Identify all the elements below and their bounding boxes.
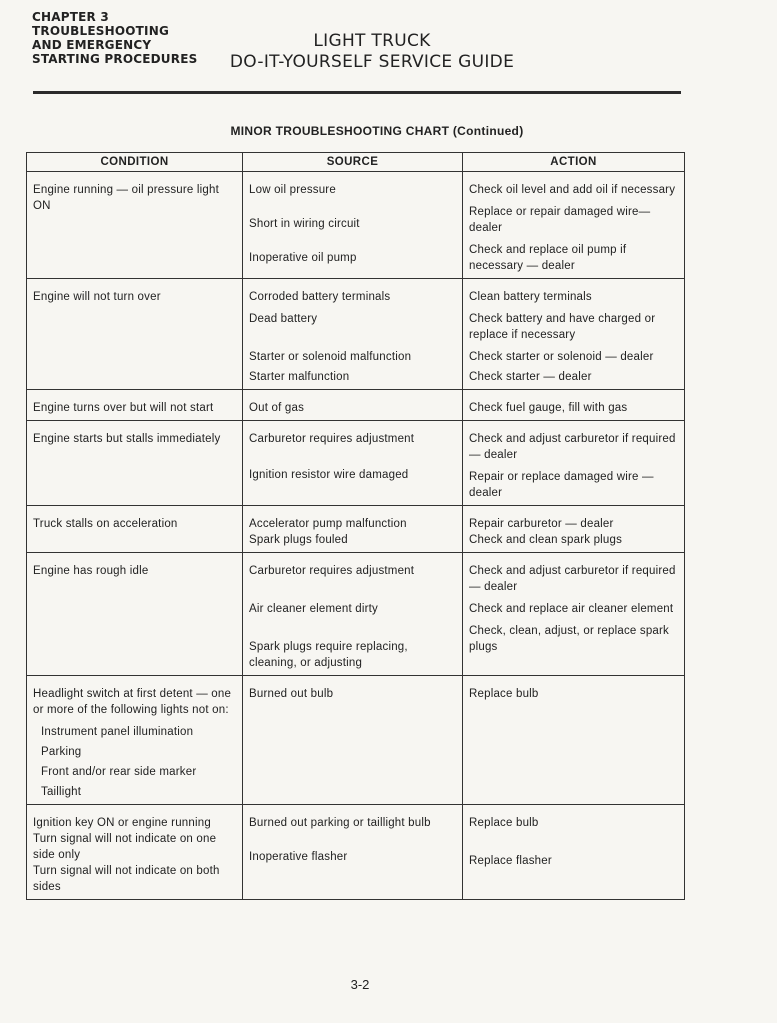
table-row bbox=[27, 805, 685, 900]
condition-entry: Turn signal will not indicate on both sides bbox=[33, 865, 220, 893]
action-entry: Check and replace oil pump if necessary — dealer bbox=[469, 244, 627, 272]
action-entry: Replace bulb bbox=[469, 688, 539, 700]
source-entry: Ignition resistor wire damaged bbox=[249, 469, 409, 481]
action-entry: Check starter or solenoid — dealer bbox=[469, 351, 654, 363]
source-entry: Carburetor requires adjustment bbox=[249, 433, 415, 445]
table-row bbox=[27, 172, 685, 279]
condition-cell bbox=[27, 676, 243, 805]
table-row bbox=[27, 421, 685, 506]
source-entry: Burned out bulb bbox=[249, 688, 334, 700]
action-cell bbox=[463, 279, 685, 390]
table-row bbox=[27, 279, 685, 390]
source-entry: Spark plugs require replacing, cleaning, or adjusting bbox=[249, 641, 408, 669]
condition-cell bbox=[27, 506, 243, 553]
action-entry: Check battery and have charged or replace if necessary bbox=[469, 313, 656, 341]
chapter-heading bbox=[32, 10, 197, 66]
source-entry: Air cleaner element dirty bbox=[249, 603, 378, 615]
action-cell bbox=[463, 390, 685, 421]
source-entry: Low oil pressure bbox=[249, 184, 336, 196]
action-cell bbox=[463, 421, 685, 506]
action-entry: Check and clean spark plugs bbox=[469, 534, 623, 546]
guide-title-line: DO-IT-YOURSELF SERVICE GUIDE bbox=[229, 52, 515, 72]
source-entry: Starter or solenoid malfunction bbox=[249, 351, 412, 363]
condition-entry: Turn signal will not indicate on one side only bbox=[33, 833, 217, 861]
action-entry: Clean battery terminals bbox=[469, 291, 592, 303]
action-entry: Repair or replace damaged wire — dealer bbox=[469, 471, 654, 499]
source-entry: Short in wiring circuit bbox=[249, 218, 360, 230]
action-entry: Check, clean, adjust, or replace spark plugs bbox=[469, 625, 670, 653]
action-entry: Check fuel gauge, fill with gas bbox=[469, 402, 628, 414]
condition-entry: Parking bbox=[41, 746, 82, 758]
condition-entry: Front and/or rear side marker bbox=[41, 766, 197, 778]
chapter-line: AND EMERGENCY bbox=[32, 38, 152, 52]
action-entry: Check and replace air cleaner element bbox=[469, 603, 674, 615]
source-entry: Out of gas bbox=[249, 402, 305, 414]
action-entry: Replace or repair damaged wire—dealer bbox=[469, 206, 651, 234]
condition-cell bbox=[27, 279, 243, 390]
condition-entry: Headlight switch at first detent — one or more of the following lights not on: bbox=[33, 688, 232, 716]
source-cell bbox=[243, 553, 463, 676]
chapter-line: CHAPTER 3 bbox=[32, 10, 109, 24]
source-entry: Starter malfunction bbox=[249, 371, 350, 383]
action-entry: Replace bulb bbox=[469, 817, 539, 829]
table-row bbox=[27, 553, 685, 676]
condition-entry: Ignition key ON or engine running bbox=[33, 817, 211, 829]
source-entry: Inoperative oil pump bbox=[249, 252, 357, 264]
condition-cell bbox=[27, 390, 243, 421]
condition-entry: Engine has rough idle bbox=[33, 565, 149, 577]
condition-cell bbox=[27, 421, 243, 506]
header-divider bbox=[33, 91, 681, 94]
condition-cell bbox=[27, 172, 243, 279]
condition-cell bbox=[27, 553, 243, 676]
condition-entry: Taillight bbox=[41, 786, 82, 798]
source-cell bbox=[243, 421, 463, 506]
page-number: 3-2 bbox=[350, 977, 370, 992]
source-entry: Dead battery bbox=[249, 313, 318, 325]
source-entry: Inoperative flasher bbox=[249, 851, 348, 863]
guide-title bbox=[212, 31, 532, 73]
action-entry: Check oil level and add oil if necessary bbox=[469, 184, 676, 196]
table-row bbox=[27, 676, 685, 805]
source-cell bbox=[243, 506, 463, 553]
table-header-row bbox=[27, 153, 685, 172]
condition-entry: Engine running — oil pressure light ON bbox=[33, 184, 219, 212]
source-cell bbox=[243, 279, 463, 390]
column-header-source: SOURCE bbox=[243, 153, 463, 172]
table-row bbox=[27, 506, 685, 553]
chapter-line: TROUBLESHOOTING bbox=[32, 24, 169, 38]
action-cell bbox=[463, 805, 685, 900]
source-cell bbox=[243, 172, 463, 279]
chart-title: MINOR TROUBLESHOOTING CHART (Continued) bbox=[230, 124, 524, 138]
condition-entry: Instrument panel illumination bbox=[41, 726, 194, 738]
condition-entry: Truck stalls on acceleration bbox=[33, 518, 178, 530]
action-cell bbox=[463, 172, 685, 279]
chapter-line: STARTING PROCEDURES bbox=[32, 52, 198, 66]
source-entry: Corroded battery terminals bbox=[249, 291, 391, 303]
source-entry: Accelerator pump malfunction bbox=[249, 518, 407, 530]
action-entry: Check and adjust carburetor if required — dealer bbox=[469, 565, 676, 593]
action-entry: Check starter — dealer bbox=[469, 371, 592, 383]
action-entry: Repair carburetor — dealer bbox=[469, 518, 614, 530]
source-cell bbox=[243, 390, 463, 421]
source-cell bbox=[243, 676, 463, 805]
condition-entry: Engine will not turn over bbox=[33, 291, 161, 303]
action-entry: Check and adjust carburetor if required — dealer bbox=[469, 433, 676, 461]
table-body bbox=[27, 172, 685, 900]
condition-entry: Engine turns over but will not start bbox=[33, 402, 214, 414]
action-entry: Replace flasher bbox=[469, 855, 552, 867]
condition-cell bbox=[27, 805, 243, 900]
source-cell bbox=[243, 805, 463, 900]
action-cell bbox=[463, 506, 685, 553]
action-cell bbox=[463, 676, 685, 805]
guide-title-line: LIGHT TRUCK bbox=[313, 31, 431, 51]
source-entry: Carburetor requires adjustment bbox=[249, 565, 415, 577]
column-header-action: ACTION bbox=[463, 153, 685, 172]
column-header-condition: CONDITION bbox=[27, 153, 243, 172]
condition-entry: Engine starts but stalls immediately bbox=[33, 433, 221, 445]
action-cell bbox=[463, 553, 685, 676]
source-entry: Burned out parking or taillight bulb bbox=[249, 817, 431, 829]
source-entry: Spark plugs fouled bbox=[249, 534, 348, 546]
troubleshooting-table bbox=[26, 152, 685, 900]
table-row bbox=[27, 390, 685, 421]
